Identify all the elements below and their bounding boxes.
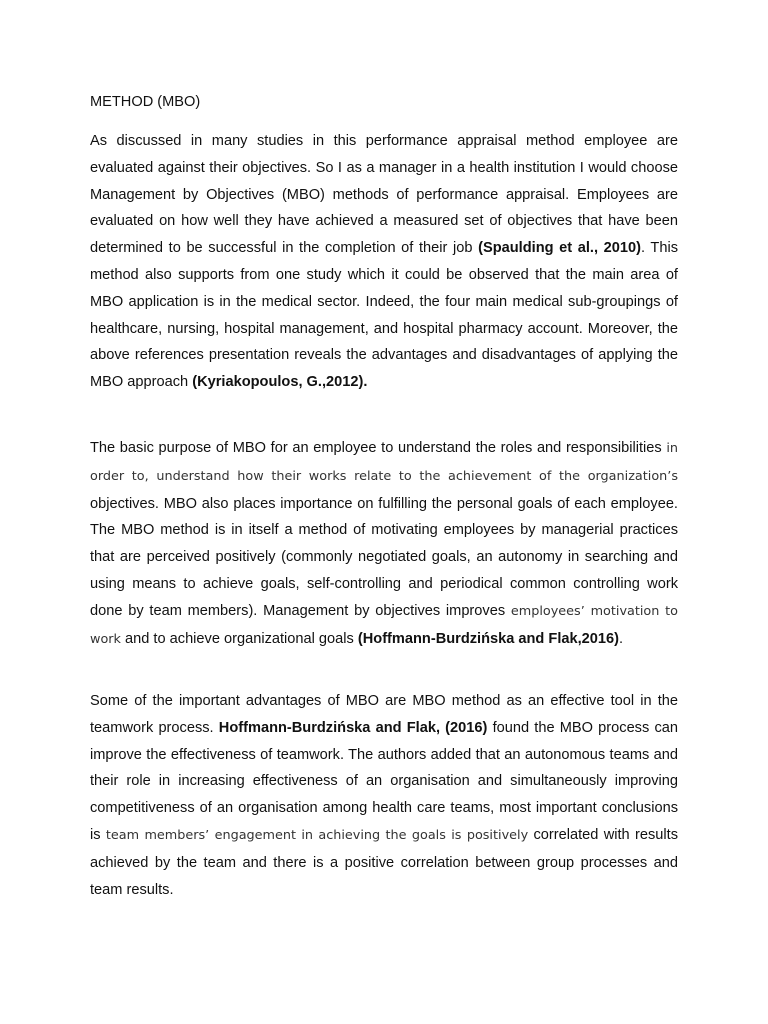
paragraph-3 [90, 688, 678, 903]
paragraph-3-text-3: correlated with results achieved by the team and there is a positive correlation between group processes and team results. [90, 826, 678, 898]
citation-kyriakopoulos: (Kyriakopoulos, G.,2012). [192, 374, 368, 391]
paragraph-2-text-4: . [619, 630, 624, 647]
paragraph-2-text-3: and to achieve organizational goals [120, 630, 358, 647]
paragraph-3-text-1: Some of the important advantages of MBO are MBO method as an effective tool in the teamwork process. [90, 693, 678, 736]
citation-hoffmann-flak-1: (Hoffmann-Burdzińska and Flak,2016) [357, 630, 619, 647]
paragraph-2-alt-text-2: employees’ motivation to work [90, 603, 678, 647]
paragraph-3-alt-text-1: team members’ engagement in achieving the goals is positively [105, 827, 529, 843]
paragraph-1-text-1: As discussed in many studies in this performance appraisal method employee are evaluated against their objectives. So I as a manager in a health institution I would choose Management by Objectives (MBO) methods of performance appraisal. Employees are evaluated on how well they have achieved a measured set of objectives that have been determined to be successful in the completion of their job [90, 133, 678, 257]
paragraph-3-text-2: found the MBO process can improve the effectiveness of teamwork. The authors added that an autonomous teams and their role in increasing effectiveness of an organisation and simultaneously improving competitiveness of an organisation among health care teams, most important conclusions is [90, 719, 678, 843]
citation-spaulding: (Spaulding et al., 2010) [478, 240, 641, 257]
paragraph-2-text-2: objectives. MBO also places importance on fulfilling the personal goals of each employee. The MBO method is in itself a method of motivating employees by managerial practices that are perceived positively (commonly negotiated goals, an autonomy in searching and using means to achieve goals, self-controlling and periodical common controlling work done by team members). Management by objectives improves [90, 495, 678, 619]
paragraph-2 [90, 435, 678, 653]
section-heading: METHOD (MBO) [90, 94, 201, 110]
paragraph-2-alt-text-1: in order to, understand how their works relate to the achievement of the organization’s [90, 441, 678, 484]
paragraph-1-text-2: . This method also supports from one study which it could be observed that the main area of MBO application is in the medical sector. Indeed, the four main medical sub-groupings of healthcare, nursing, hospital management, and hospital pharmacy account. Moreover, the above references presentation reveals the advantages and disadvantages of applying the MBO approach [90, 240, 678, 391]
paragraph-1 [90, 128, 678, 396]
paragraph-2-text-1: The basic purpose of MBO for an employee to understand the roles and responsibilities [90, 440, 667, 456]
citation-hoffmann-flak-2: Hoffmann-Burdzińska and Flak, (2016) [218, 719, 488, 736]
